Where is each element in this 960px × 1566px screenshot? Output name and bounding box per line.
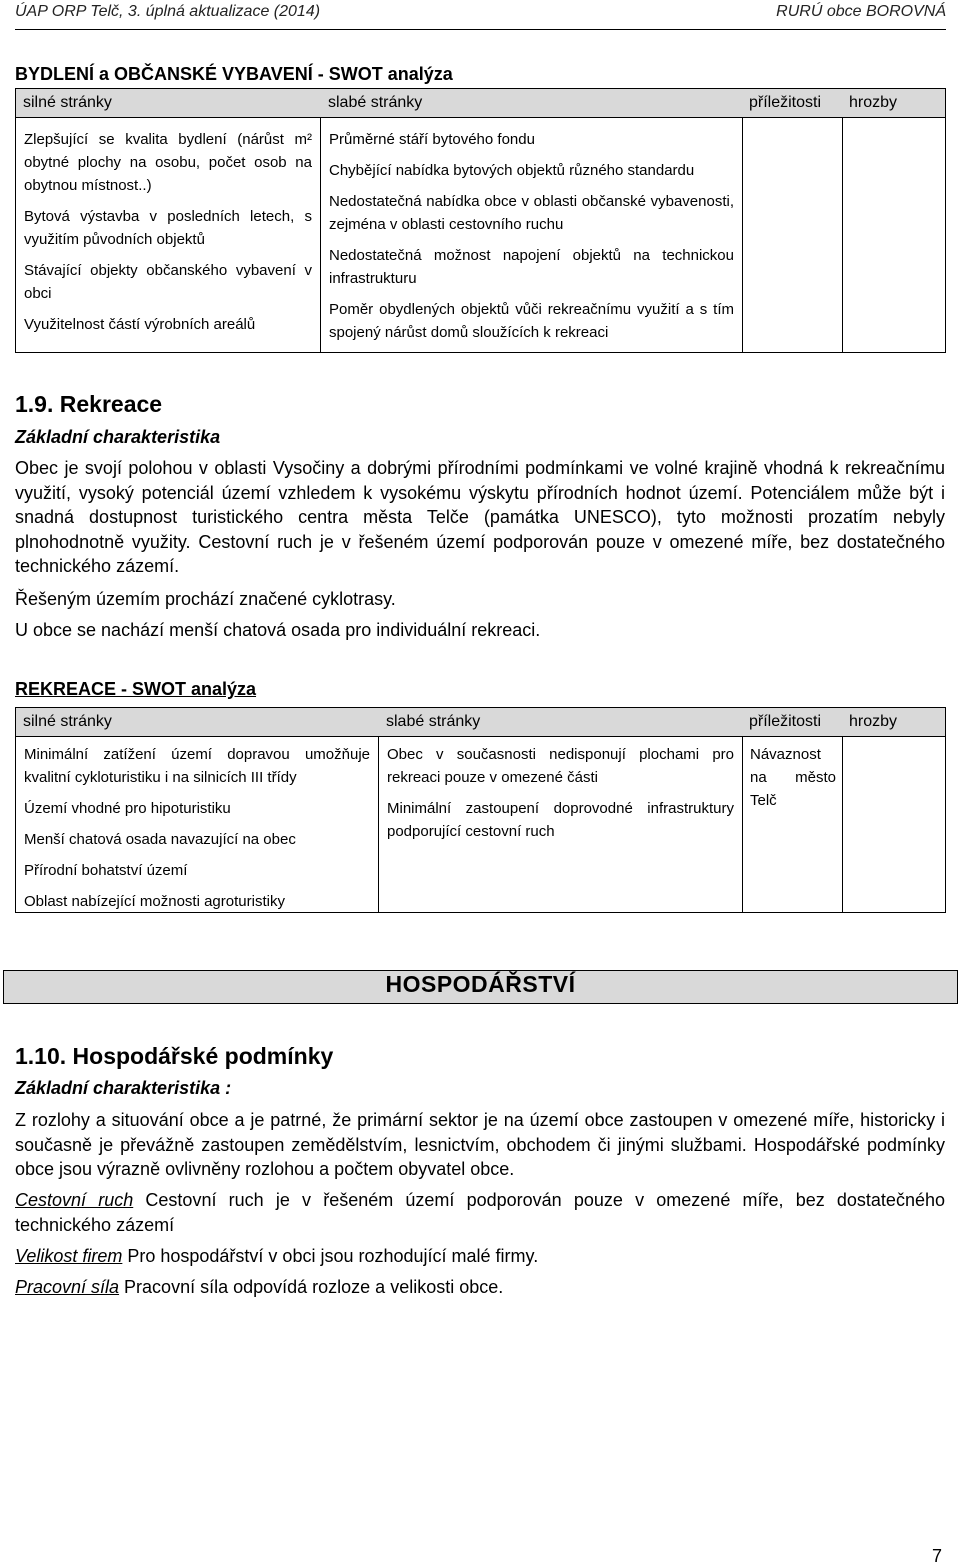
hospodarstvi-banner: [3, 970, 958, 1004]
strength-item: Využitelnost částí výrobních areálů: [24, 316, 256, 333]
hospodarske-heading: 1.10. Hospodářské podmínky: [15, 1043, 334, 1069]
rekreace-swot-title: REKREACE - SWOT analýza: [15, 679, 257, 699]
pracovni-sila-label: Pracovní síla: [15, 1277, 120, 1297]
bydleni-opportunities-cell: [743, 118, 843, 352]
rekreace-paragraph-2: Řešeným územím prochází značené cyklotrasy.: [15, 589, 396, 609]
rekreace-heading: 1.9. Rekreace: [15, 391, 163, 417]
strength-item: Stávající objekty občanského vybavení v obci: [24, 262, 312, 302]
rekreace-swot-header: [15, 707, 946, 737]
strength-item: Oblast nabízející možnosti agroturistiky: [24, 893, 285, 910]
strength-item: Bytová výstavba v posledních letech, s využitím původních objektů: [24, 208, 312, 248]
bydleni-swot-header: [15, 88, 946, 118]
weakness-item: Obec v současnosti nedisponují plochami pro rekreaci pouze v omezené části: [387, 746, 734, 786]
header-left-text: ÚAP ORP Telč, 3. úplná aktualizace (2014): [15, 3, 321, 20]
banner-title: HOSPODÁŘSTVÍ: [385, 971, 576, 997]
weakness-item: Nedostatečná možnost napojení objektů na technickou infrastrukturu: [329, 247, 734, 287]
velikost-firem-text: Pro hospodářství v obci jsou rozhodující malé firmy.: [122, 1246, 539, 1266]
col-threats-label: hrozby: [849, 94, 898, 111]
col-strengths-label: silné stránky: [23, 94, 112, 111]
opportunity-item: Návaznost na město Telč: [750, 746, 836, 809]
cestovni-ruch-paragraph: [15, 1188, 945, 1237]
cestovni-ruch-text: Cestovní ruch je v řešeném území podporován pouze v omezené míře, bez dostatečného technického zázemí: [15, 1190, 945, 1235]
col-weaknesses-label: slabé stránky: [386, 713, 481, 730]
col-strengths-label: silné stránky: [23, 713, 112, 730]
rekreace-paragraph-3: U obce se nachází menší chatová osada pro individuální rekreaci.: [15, 620, 541, 640]
strength-item: Území vhodné pro hipoturistiku: [24, 800, 231, 817]
bydleni-swot-body: [15, 118, 946, 353]
weakness-item: Minimální zastoupení doprovodné infrastruktury podporující cestovní ruch: [387, 800, 734, 840]
rekreace-strengths-cell: [16, 737, 379, 912]
strength-item: Minimální zatížení území dopravou umožňuje kvalitní cykloturistiku i na silnicích III třídy: [24, 746, 370, 786]
col-threats-label: hrozby: [849, 713, 898, 730]
weakness-item: Poměr obydlených objektů vůči rekreačnímu využití a s tím spojený nárůst domů sloužících k rekreaci: [329, 301, 734, 341]
strength-item: Zlepšující se kvalita bydlení (nárůst m² obytné plochy na osobu, počet osob na obytnou místnost..): [24, 131, 312, 194]
hospodarske-paragraph-1: Z rozlohy a situování obce a je patrné, že primární sektor je na území obce zastoupen v omezené míře, historicky i současně je převážně zastoupen zemědělstvím, lesnictvím, obchodem či jinými službami. Hospodářské podmínky obce jsou výrazně ovlivněny rozlohou a počtem obyvatel obce.: [15, 1110, 945, 1179]
rekreace-subheading: Základní charakteristika: [15, 427, 221, 447]
pracovni-sila-paragraph: [15, 1275, 945, 1300]
rekreace-paragraph-1: Obec je svojí polohou v oblasti Vysočiny a dobrými přírodními podmínkami ve volné krajině vhodná k rekreačnímu využití, vysoký potenciál území vzhledem k vysokému výskytu přírodních hodnot území. Potenciálem může být i snadná dostupnost turistického centra města Telče (památka UNESCO), tyto možnosti prozatím nebyly plnohodnotně využity. Cestovní ruch je v řešeném území podporován pouze v omezené míře, bez dostatečného technického zázemí.: [15, 458, 945, 576]
col-opportunities-label: příležitosti: [749, 713, 822, 730]
bydleni-swot-title: BYDLENÍ a OBČANSKÉ VYBAVENÍ - SWOT analýza: [15, 64, 453, 84]
weakness-item: Průměrné stáří bytového fondu: [329, 131, 535, 148]
strength-item: Menší chatová osada navazující na obec: [24, 831, 296, 848]
bydleni-weaknesses-cell: [321, 118, 743, 352]
velikost-firem-paragraph: [15, 1244, 945, 1269]
header-right-text: RURÚ obce BOROVNÁ: [776, 3, 946, 20]
col-opportunities-label: příležitosti: [749, 94, 822, 111]
rekreace-threats-cell: [843, 737, 945, 912]
weakness-item: Nedostatečná nabídka obce v oblasti občanské vybavenosti, zejména v oblasti cestovního ruchu: [329, 193, 734, 233]
hospodarske-subheading: Základní charakteristika :: [15, 1078, 232, 1098]
col-weaknesses-label: slabé stránky: [328, 94, 423, 111]
page-header: [15, 0, 946, 30]
velikost-firem-label: Velikost firem: [15, 1246, 123, 1266]
bydleni-threats-cell: [843, 118, 945, 352]
rekreace-weaknesses-cell: [379, 737, 743, 912]
weakness-item: Chybějící nabídka bytových objektů různého standardu: [329, 162, 695, 179]
strength-item: Přírodní bohatství území: [24, 862, 188, 879]
cestovni-ruch-label: Cestovní ruch: [15, 1190, 134, 1210]
rekreace-opportunities-cell: [743, 737, 843, 912]
rekreace-swot-body: [15, 737, 946, 913]
bydleni-strengths-cell: [16, 118, 321, 352]
page-number: 7: [931, 1546, 942, 1566]
pracovni-sila-text: Pracovní síla odpovídá rozloze a velikosti obce.: [119, 1277, 504, 1297]
